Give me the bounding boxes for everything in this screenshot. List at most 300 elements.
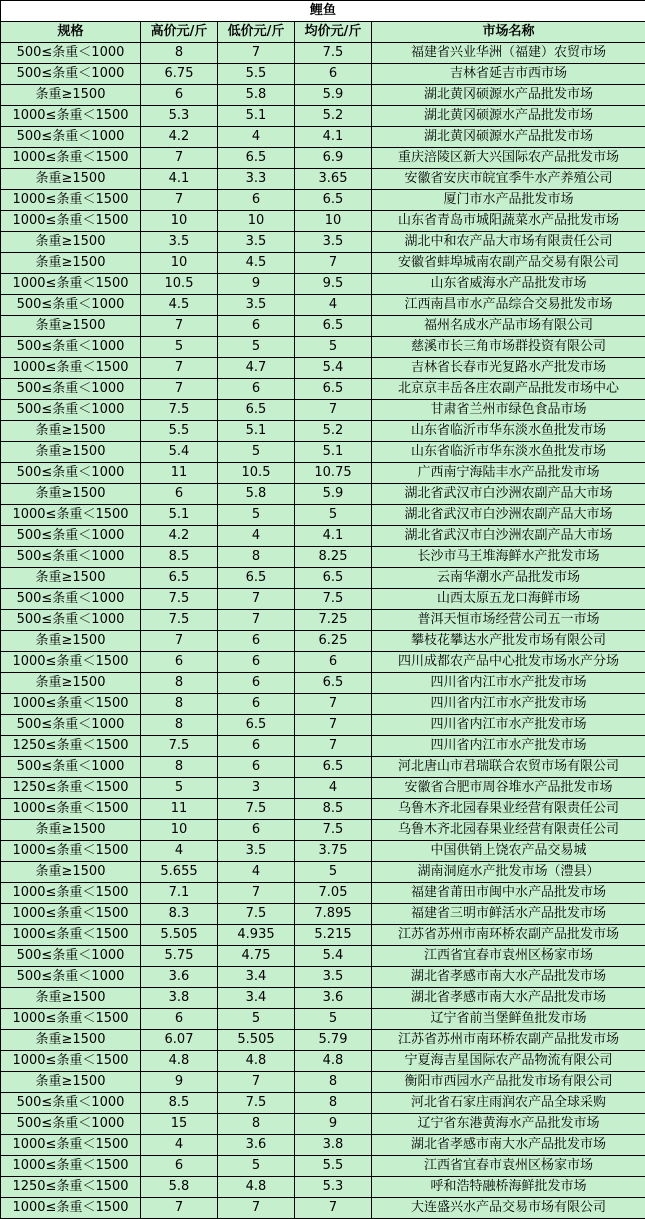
cell-market-name[interactable]: 湖北黄冈硕源水产品批发市场 [372, 106, 645, 127]
cell-high-price[interactable]: 3.6 [141, 967, 218, 988]
cell-spec[interactable]: 500≤条重＜1000 [1, 610, 141, 631]
cell-high-price[interactable]: 11 [141, 799, 218, 820]
cell-low-price[interactable]: 4 [218, 862, 295, 883]
cell-low-price[interactable]: 4.8 [218, 1177, 295, 1198]
cell-high-price[interactable]: 4.1 [141, 169, 218, 190]
cell-avg-price[interactable]: 4.1 [295, 127, 372, 148]
cell-low-price[interactable]: 6.5 [218, 568, 295, 589]
cell-low-price[interactable]: 4.935 [218, 925, 295, 946]
cell-avg-price[interactable]: 5.5 [295, 1156, 372, 1177]
cell-low-price[interactable]: 3.4 [218, 967, 295, 988]
cell-market-name[interactable]: 福建省兴业华洲（福建）农贸市场 [372, 43, 645, 64]
cell-market-name[interactable]: 吉林省长春市光复路水产批发市场 [372, 358, 645, 379]
cell-low-price[interactable]: 6.5 [218, 400, 295, 421]
cell-avg-price[interactable]: 5.1 [295, 442, 372, 463]
cell-avg-price[interactable]: 6.25 [295, 631, 372, 652]
cell-spec[interactable]: 条重≥1500 [1, 316, 141, 337]
cell-low-price[interactable]: 7.5 [218, 799, 295, 820]
cell-avg-price[interactable]: 6.5 [295, 568, 372, 589]
cell-low-price[interactable]: 10.5 [218, 463, 295, 484]
table-row [1, 211, 645, 232]
cell-high-price[interactable]: 5.505 [141, 925, 218, 946]
cell-avg-price[interactable]: 6 [295, 64, 372, 85]
cell-market-name[interactable]: 云南华潮水产品批发市场 [372, 568, 645, 589]
cell-spec[interactable]: 1000≤条重＜1500 [1, 106, 141, 127]
cell-avg-price[interactable]: 8.25 [295, 547, 372, 568]
cell-low-price[interactable]: 6.5 [218, 715, 295, 736]
cell-market-name[interactable]: 辽宁省前当堡鲜鱼批发市场 [372, 1009, 645, 1030]
cell-high-price[interactable]: 7 [141, 358, 218, 379]
cell-spec[interactable]: 条重≥1500 [1, 820, 141, 841]
cell-avg-price[interactable]: 7.5 [295, 589, 372, 610]
cell-avg-price[interactable]: 4.8 [295, 1051, 372, 1072]
cell-market-name[interactable]: 四川成都农产品中心批发市场水产分场 [372, 652, 645, 673]
cell-low-price[interactable]: 7 [218, 1198, 295, 1219]
cell-spec[interactable]: 1000≤条重＜1500 [1, 274, 141, 295]
cell-market-name[interactable]: 乌鲁木齐北园春果业经营有限责任公司 [372, 820, 645, 841]
cell-avg-price[interactable]: 5.9 [295, 85, 372, 106]
cell-market-name[interactable]: 辽宁省东港黄海水产品批发市场 [372, 1114, 645, 1135]
cell-market-name[interactable]: 湖北省孝感市南大水产品批发市场 [372, 1135, 645, 1156]
cell-high-price[interactable]: 7.5 [141, 400, 218, 421]
cell-spec[interactable]: 条重≥1500 [1, 988, 141, 1009]
cell-avg-price[interactable]: 5.4 [295, 946, 372, 967]
table-row [1, 169, 645, 190]
cell-low-price[interactable]: 7 [218, 1072, 295, 1093]
cell-high-price[interactable]: 8.5 [141, 1093, 218, 1114]
cell-low-price[interactable]: 7 [218, 589, 295, 610]
header-avg-price[interactable]: 均价元/斤 [295, 22, 372, 43]
cell-spec[interactable]: 1000≤条重＜1500 [1, 652, 141, 673]
table-row [1, 421, 645, 442]
cell-spec[interactable]: 1000≤条重＜1500 [1, 1198, 141, 1219]
cell-high-price[interactable]: 3.8 [141, 988, 218, 1009]
cell-high-price[interactable]: 15 [141, 1114, 218, 1135]
cell-high-price[interactable]: 4.2 [141, 127, 218, 148]
cell-market-name[interactable]: 安徽省安庆市皖宜季牛水产养殖公司 [372, 169, 645, 190]
cell-spec[interactable]: 条重≥1500 [1, 673, 141, 694]
cell-low-price[interactable]: 6 [218, 379, 295, 400]
cell-spec[interactable]: 1000≤条重＜1500 [1, 1009, 141, 1030]
cell-low-price[interactable]: 4.75 [218, 946, 295, 967]
cell-spec[interactable]: 1000≤条重＜1500 [1, 799, 141, 820]
cell-high-price[interactable]: 6 [141, 1009, 218, 1030]
table-title[interactable]: 鲤鱼 [1, 1, 645, 22]
cell-market-name[interactable]: 江西南昌市水产品综合交易批发市场 [372, 295, 645, 316]
table-row [1, 925, 645, 946]
cell-market-name[interactable]: 湖北省武汉市白沙洲农副产品大市场 [372, 484, 645, 505]
cell-high-price[interactable]: 5.4 [141, 442, 218, 463]
cell-high-price[interactable]: 4.2 [141, 526, 218, 547]
cell-avg-price[interactable]: 3.8 [295, 1135, 372, 1156]
cell-low-price[interactable]: 10 [218, 211, 295, 232]
cell-market-name[interactable]: 湖南洞庭水产批发市场（澧县） [372, 862, 645, 883]
cell-spec[interactable]: 500≤条重＜1000 [1, 589, 141, 610]
cell-high-price[interactable]: 7 [141, 379, 218, 400]
cell-market-name[interactable]: 大连盛兴水产品交易市场有限公司 [372, 1198, 645, 1219]
cell-spec[interactable]: 500≤条重＜1000 [1, 757, 141, 778]
cell-spec[interactable]: 500≤条重＜1000 [1, 64, 141, 85]
cell-high-price[interactable]: 10 [141, 820, 218, 841]
cell-spec[interactable]: 条重≥1500 [1, 442, 141, 463]
cell-spec[interactable]: 条重≥1500 [1, 862, 141, 883]
cell-avg-price[interactable]: 10.75 [295, 463, 372, 484]
cell-low-price[interactable]: 6 [218, 190, 295, 211]
cell-avg-price[interactable]: 5.79 [295, 1030, 372, 1051]
cell-high-price[interactable]: 8.3 [141, 904, 218, 925]
cell-spec[interactable]: 条重≥1500 [1, 169, 141, 190]
cell-high-price[interactable]: 8 [141, 715, 218, 736]
cell-spec[interactable]: 1000≤条重＜1500 [1, 505, 141, 526]
cell-high-price[interactable]: 6.5 [141, 568, 218, 589]
cell-spec[interactable]: 1000≤条重＜1500 [1, 883, 141, 904]
cell-spec[interactable]: 1000≤条重＜1500 [1, 1051, 141, 1072]
table-row [1, 1009, 645, 1030]
cell-spec[interactable]: 条重≥1500 [1, 631, 141, 652]
cell-low-price[interactable]: 7 [218, 883, 295, 904]
cell-avg-price[interactable]: 5 [295, 337, 372, 358]
cell-avg-price[interactable]: 5 [295, 1009, 372, 1030]
cell-avg-price[interactable]: 6.5 [295, 757, 372, 778]
cell-low-price[interactable]: 6 [218, 757, 295, 778]
cell-high-price[interactable]: 7 [141, 148, 218, 169]
cell-spec[interactable]: 500≤条重＜1000 [1, 1093, 141, 1114]
cell-spec[interactable]: 条重≥1500 [1, 1072, 141, 1093]
cell-avg-price[interactable]: 7.05 [295, 883, 372, 904]
cell-avg-price[interactable]: 7 [295, 715, 372, 736]
cell-market-name[interactable]: 江西省宜春市袁州区杨家市场 [372, 1156, 645, 1177]
cell-market-name[interactable]: 山东省临沂市华东淡水鱼批发市场 [372, 442, 645, 463]
cell-market-name[interactable]: 安徽省合肥市周谷堆水产品批发市场 [372, 778, 645, 799]
cell-market-name[interactable]: 江苏省苏州市南环桥农副产品批发市场 [372, 925, 645, 946]
cell-spec[interactable]: 条重≥1500 [1, 421, 141, 442]
cell-spec[interactable]: 500≤条重＜1000 [1, 337, 141, 358]
cell-market-name[interactable]: 乌鲁木齐北园春果业经营有限责任公司 [372, 799, 645, 820]
cell-low-price[interactable]: 8 [218, 1114, 295, 1135]
cell-spec[interactable]: 条重≥1500 [1, 1030, 141, 1051]
cell-spec[interactable]: 1000≤条重＜1500 [1, 190, 141, 211]
cell-high-price[interactable]: 7.5 [141, 589, 218, 610]
cell-low-price[interactable]: 6 [218, 820, 295, 841]
cell-low-price[interactable]: 3.5 [218, 841, 295, 862]
cell-market-name[interactable]: 普洱天恒市场经营公司五一市场 [372, 610, 645, 631]
cell-avg-price[interactable]: 3.6 [295, 988, 372, 1009]
cell-high-price[interactable]: 5.75 [141, 946, 218, 967]
cell-high-price[interactable]: 5.8 [141, 1177, 218, 1198]
cell-market-name[interactable]: 湖北省孝感市南大水产品批发市场 [372, 967, 645, 988]
cell-low-price[interactable]: 5.1 [218, 106, 295, 127]
cell-high-price[interactable]: 7 [141, 190, 218, 211]
cell-spec[interactable]: 500≤条重＜1000 [1, 400, 141, 421]
cell-spec[interactable]: 条重≥1500 [1, 85, 141, 106]
cell-avg-price[interactable]: 6.5 [295, 379, 372, 400]
cell-market-name[interactable]: 长沙市马王堆海鲜水产批发市场 [372, 547, 645, 568]
cell-avg-price[interactable]: 7.5 [295, 820, 372, 841]
cell-market-name[interactable]: 福建省三明市鲜活水产品批发市场 [372, 904, 645, 925]
cell-market-name[interactable]: 湖北省武汉市白沙洲农副产品大市场 [372, 505, 645, 526]
cell-low-price[interactable]: 5.1 [218, 421, 295, 442]
cell-low-price[interactable]: 4 [218, 127, 295, 148]
cell-spec[interactable]: 条重≥1500 [1, 568, 141, 589]
cell-high-price[interactable]: 4 [141, 841, 218, 862]
cell-avg-price[interactable]: 6.5 [295, 190, 372, 211]
cell-avg-price[interactable]: 6.5 [295, 316, 372, 337]
cell-low-price[interactable]: 5 [218, 1156, 295, 1177]
table-row [1, 778, 645, 799]
cell-market-name[interactable]: 湖北省孝感市南大水产品批发市场 [372, 988, 645, 1009]
cell-market-name[interactable]: 江西省宜春市袁州区杨家市场 [372, 946, 645, 967]
cell-market-name[interactable]: 北京京丰岳各庄农副产品批发市场中心 [372, 379, 645, 400]
cell-low-price[interactable]: 6 [218, 736, 295, 757]
cell-market-name[interactable]: 攀枝花攀达水产批发市场有限公司 [372, 631, 645, 652]
cell-high-price[interactable]: 7.5 [141, 610, 218, 631]
cell-spec[interactable]: 500≤条重＜1000 [1, 127, 141, 148]
cell-market-name[interactable]: 福州名成水产品市场有限公司 [372, 316, 645, 337]
cell-low-price[interactable]: 6 [218, 673, 295, 694]
cell-high-price[interactable]: 10 [141, 253, 218, 274]
cell-spec[interactable]: 500≤条重＜1000 [1, 946, 141, 967]
table-row [1, 274, 645, 295]
cell-spec[interactable]: 500≤条重＜1000 [1, 967, 141, 988]
cell-avg-price[interactable]: 5.2 [295, 106, 372, 127]
cell-spec[interactable]: 500≤条重＜1000 [1, 526, 141, 547]
cell-low-price[interactable]: 5.5 [218, 64, 295, 85]
cell-avg-price[interactable]: 5 [295, 862, 372, 883]
cell-market-name[interactable]: 宁夏海吉星国际农产品物流有限公司 [372, 1051, 645, 1072]
cell-high-price[interactable]: 7 [141, 1198, 218, 1219]
cell-market-name[interactable]: 河北唐山市君瑞联合农贸市场有限公司 [372, 757, 645, 778]
cell-market-name[interactable]: 江苏省苏州市南环桥农副产品批发市场 [372, 1030, 645, 1051]
cell-avg-price[interactable]: 7.25 [295, 610, 372, 631]
cell-low-price[interactable]: 8 [218, 547, 295, 568]
cell-high-price[interactable]: 6.07 [141, 1030, 218, 1051]
cell-spec[interactable]: 1000≤条重＜1500 [1, 1135, 141, 1156]
header-market-name[interactable]: 市场名称 [372, 22, 645, 43]
header-spec[interactable]: 规格 [1, 22, 141, 43]
cell-market-name[interactable]: 山西太原五龙口海鲜市场 [372, 589, 645, 610]
cell-spec[interactable]: 500≤条重＜1000 [1, 547, 141, 568]
cell-spec[interactable]: 1250≤条重＜1500 [1, 778, 141, 799]
cell-avg-price[interactable]: 4.1 [295, 526, 372, 547]
cell-high-price[interactable]: 5 [141, 337, 218, 358]
cell-avg-price[interactable]: 6 [295, 652, 372, 673]
cell-spec[interactable]: 条重≥1500 [1, 232, 141, 253]
cell-high-price[interactable]: 8 [141, 757, 218, 778]
cell-market-name[interactable]: 吉林省延吉市西市场 [372, 64, 645, 85]
cell-low-price[interactable]: 3.5 [218, 295, 295, 316]
cell-low-price[interactable]: 3.3 [218, 169, 295, 190]
cell-spec[interactable]: 1000≤条重＜1500 [1, 925, 141, 946]
cell-high-price[interactable]: 7.1 [141, 883, 218, 904]
cell-market-name[interactable]: 慈溪市长三角市场群投资有限公司 [372, 337, 645, 358]
cell-avg-price[interactable]: 5.9 [295, 484, 372, 505]
cell-spec[interactable]: 500≤条重＜1000 [1, 463, 141, 484]
cell-avg-price[interactable]: 5.215 [295, 925, 372, 946]
cell-avg-price[interactable]: 7.895 [295, 904, 372, 925]
cell-low-price[interactable]: 3.6 [218, 1135, 295, 1156]
cell-high-price[interactable]: 7 [141, 631, 218, 652]
cell-avg-price[interactable]: 10 [295, 211, 372, 232]
cell-spec[interactable]: 500≤条重＜1000 [1, 715, 141, 736]
cell-avg-price[interactable]: 3.5 [295, 967, 372, 988]
cell-low-price[interactable]: 4 [218, 526, 295, 547]
cell-spec[interactable]: 500≤条重＜1000 [1, 295, 141, 316]
cell-low-price[interactable]: 5.8 [218, 85, 295, 106]
table-row [1, 1030, 645, 1051]
cell-low-price[interactable]: 6 [218, 631, 295, 652]
cell-low-price[interactable]: 4.7 [218, 358, 295, 379]
cell-spec[interactable]: 500≤条重＜1000 [1, 379, 141, 400]
cell-avg-price[interactable]: 9 [295, 1114, 372, 1135]
cell-avg-price[interactable]: 3.75 [295, 841, 372, 862]
cell-low-price[interactable]: 7 [218, 43, 295, 64]
cell-avg-price[interactable]: 8.5 [295, 799, 372, 820]
cell-high-price[interactable]: 7 [141, 316, 218, 337]
cell-market-name[interactable]: 厦门市水产品批发市场 [372, 190, 645, 211]
cell-spec[interactable]: 1000≤条重＜1500 [1, 841, 141, 862]
cell-avg-price[interactable]: 5.4 [295, 358, 372, 379]
cell-high-price[interactable]: 8 [141, 673, 218, 694]
cell-high-price[interactable]: 10.5 [141, 274, 218, 295]
cell-high-price[interactable]: 5 [141, 778, 218, 799]
table-row [1, 946, 645, 967]
cell-avg-price[interactable]: 7 [295, 253, 372, 274]
cell-high-price[interactable]: 5.655 [141, 862, 218, 883]
cell-avg-price[interactable]: 3.65 [295, 169, 372, 190]
cell-avg-price[interactable]: 4 [295, 295, 372, 316]
cell-low-price[interactable]: 5.8 [218, 484, 295, 505]
cell-market-name[interactable]: 四川省内江市水产批发市场 [372, 673, 645, 694]
cell-high-price[interactable]: 3.5 [141, 232, 218, 253]
cell-market-name[interactable]: 湖北中和农产品大市场有限责任公司 [372, 232, 645, 253]
cell-low-price[interactable]: 5 [218, 337, 295, 358]
cell-high-price[interactable]: 5.5 [141, 421, 218, 442]
cell-avg-price[interactable]: 9.5 [295, 274, 372, 295]
cell-avg-price[interactable]: 7 [295, 694, 372, 715]
cell-high-price[interactable]: 8 [141, 694, 218, 715]
cell-high-price[interactable]: 10 [141, 211, 218, 232]
cell-high-price[interactable]: 4.5 [141, 295, 218, 316]
table-row [1, 85, 645, 106]
cell-high-price[interactable]: 6 [141, 1156, 218, 1177]
cell-low-price[interactable]: 5 [218, 505, 295, 526]
cell-spec[interactable]: 条重≥1500 [1, 484, 141, 505]
table-row [1, 127, 645, 148]
cell-spec[interactable]: 1000≤条重＜1500 [1, 358, 141, 379]
cell-market-name[interactable]: 四川省内江市水产批发市场 [372, 736, 645, 757]
cell-market-name[interactable]: 四川省内江市水产批发市场 [372, 694, 645, 715]
cell-low-price[interactable]: 6 [218, 652, 295, 673]
cell-avg-price[interactable]: 5.3 [295, 1177, 372, 1198]
cell-low-price[interactable]: 5.505 [218, 1030, 295, 1051]
cell-spec[interactable]: 500≤条重＜1000 [1, 43, 141, 64]
cell-avg-price[interactable]: 6.5 [295, 673, 372, 694]
cell-market-name[interactable]: 甘肃省兰州市绿色食品市场 [372, 400, 645, 421]
cell-avg-price[interactable]: 8 [295, 1072, 372, 1093]
cell-avg-price[interactable]: 5 [295, 505, 372, 526]
cell-market-name[interactable]: 福建省莆田市闽中水产品批发市场 [372, 883, 645, 904]
cell-avg-price[interactable]: 7.5 [295, 43, 372, 64]
cell-market-name[interactable]: 呼和浩特融桥海鲜批发市场 [372, 1177, 645, 1198]
cell-low-price[interactable]: 9 [218, 274, 295, 295]
header-high-price[interactable]: 高价元/斤 [141, 22, 218, 43]
cell-high-price[interactable]: 9 [141, 1072, 218, 1093]
cell-low-price[interactable]: 7.5 [218, 1093, 295, 1114]
cell-spec[interactable]: 500≤条重＜1000 [1, 1114, 141, 1135]
cell-high-price[interactable]: 5.1 [141, 505, 218, 526]
cell-high-price[interactable]: 11 [141, 463, 218, 484]
table-row [1, 190, 645, 211]
cell-high-price[interactable]: 6.75 [141, 64, 218, 85]
cell-high-price[interactable]: 5.3 [141, 106, 218, 127]
cell-market-name[interactable]: 中国供销上饶农产品交易城 [372, 841, 645, 862]
cell-low-price[interactable]: 6.5 [218, 148, 295, 169]
cell-low-price[interactable]: 3.5 [218, 232, 295, 253]
cell-high-price[interactable]: 6 [141, 484, 218, 505]
cell-low-price[interactable]: 4.5 [218, 253, 295, 274]
cell-spec[interactable]: 1000≤条重＜1500 [1, 694, 141, 715]
cell-market-name[interactable]: 广西南宁海陆丰水产品批发市场 [372, 463, 645, 484]
cell-high-price[interactable]: 4.8 [141, 1051, 218, 1072]
cell-avg-price[interactable]: 8 [295, 1093, 372, 1114]
cell-avg-price[interactable]: 7 [295, 736, 372, 757]
cell-low-price[interactable]: 4.8 [218, 1051, 295, 1072]
cell-low-price[interactable]: 5 [218, 1009, 295, 1030]
cell-avg-price[interactable]: 6.9 [295, 148, 372, 169]
cell-market-name[interactable]: 山东省威海水产品批发市场 [372, 274, 645, 295]
cell-low-price[interactable]: 3 [218, 778, 295, 799]
cell-avg-price[interactable]: 7 [295, 1198, 372, 1219]
table-row [1, 1093, 645, 1114]
cell-market-name[interactable]: 河北省石家庄雨润农产品全球采购 [372, 1093, 645, 1114]
cell-market-name[interactable]: 四川省内江市水产批发市场 [372, 715, 645, 736]
cell-high-price[interactable]: 8 [141, 43, 218, 64]
cell-low-price[interactable]: 7 [218, 610, 295, 631]
cell-spec[interactable]: 1000≤条重＜1500 [1, 211, 141, 232]
cell-spec[interactable]: 1000≤条重＜1500 [1, 904, 141, 925]
cell-low-price[interactable]: 6 [218, 694, 295, 715]
cell-low-price[interactable]: 5 [218, 442, 295, 463]
cell-spec[interactable]: 1250≤条重＜1500 [1, 736, 141, 757]
header-low-price[interactable]: 低价元/斤 [218, 22, 295, 43]
cell-market-name[interactable]: 安徽省蚌埠城南农副产品交易有限公司 [372, 253, 645, 274]
cell-low-price[interactable]: 6 [218, 316, 295, 337]
cell-high-price[interactable]: 6 [141, 85, 218, 106]
cell-market-name[interactable]: 山东省临沂市华东淡水鱼批发市场 [372, 421, 645, 442]
cell-market-name[interactable]: 湖北黄冈硕源水产品批发市场 [372, 127, 645, 148]
cell-high-price[interactable]: 7.5 [141, 736, 218, 757]
cell-spec[interactable]: 1250≤条重＜1500 [1, 1177, 141, 1198]
cell-market-name[interactable]: 湖北省武汉市白沙洲农副产品大市场 [372, 526, 645, 547]
cell-avg-price[interactable]: 7 [295, 400, 372, 421]
cell-high-price[interactable]: 8.5 [141, 547, 218, 568]
cell-high-price[interactable]: 6 [141, 652, 218, 673]
cell-avg-price[interactable]: 4 [295, 778, 372, 799]
cell-spec[interactable]: 1000≤条重＜1500 [1, 1156, 141, 1177]
cell-avg-price[interactable]: 5.2 [295, 421, 372, 442]
cell-market-name[interactable]: 重庆涪陵区新大兴国际农产品批发市场 [372, 148, 645, 169]
cell-high-price[interactable]: 4 [141, 1135, 218, 1156]
cell-market-name[interactable]: 山东省青岛市城阳蔬菜水产品批发市场 [372, 211, 645, 232]
cell-low-price[interactable]: 3.4 [218, 988, 295, 1009]
cell-market-name[interactable]: 衡阳市西园水产品批发市场有限公司 [372, 1072, 645, 1093]
table-row [1, 652, 645, 673]
cell-low-price[interactable]: 7.5 [218, 904, 295, 925]
cell-avg-price[interactable]: 3.5 [295, 232, 372, 253]
cell-spec[interactable]: 条重≥1500 [1, 253, 141, 274]
cell-spec[interactable]: 1000≤条重＜1500 [1, 148, 141, 169]
cell-market-name[interactable]: 湖北黄冈硕源水产品批发市场 [372, 85, 645, 106]
